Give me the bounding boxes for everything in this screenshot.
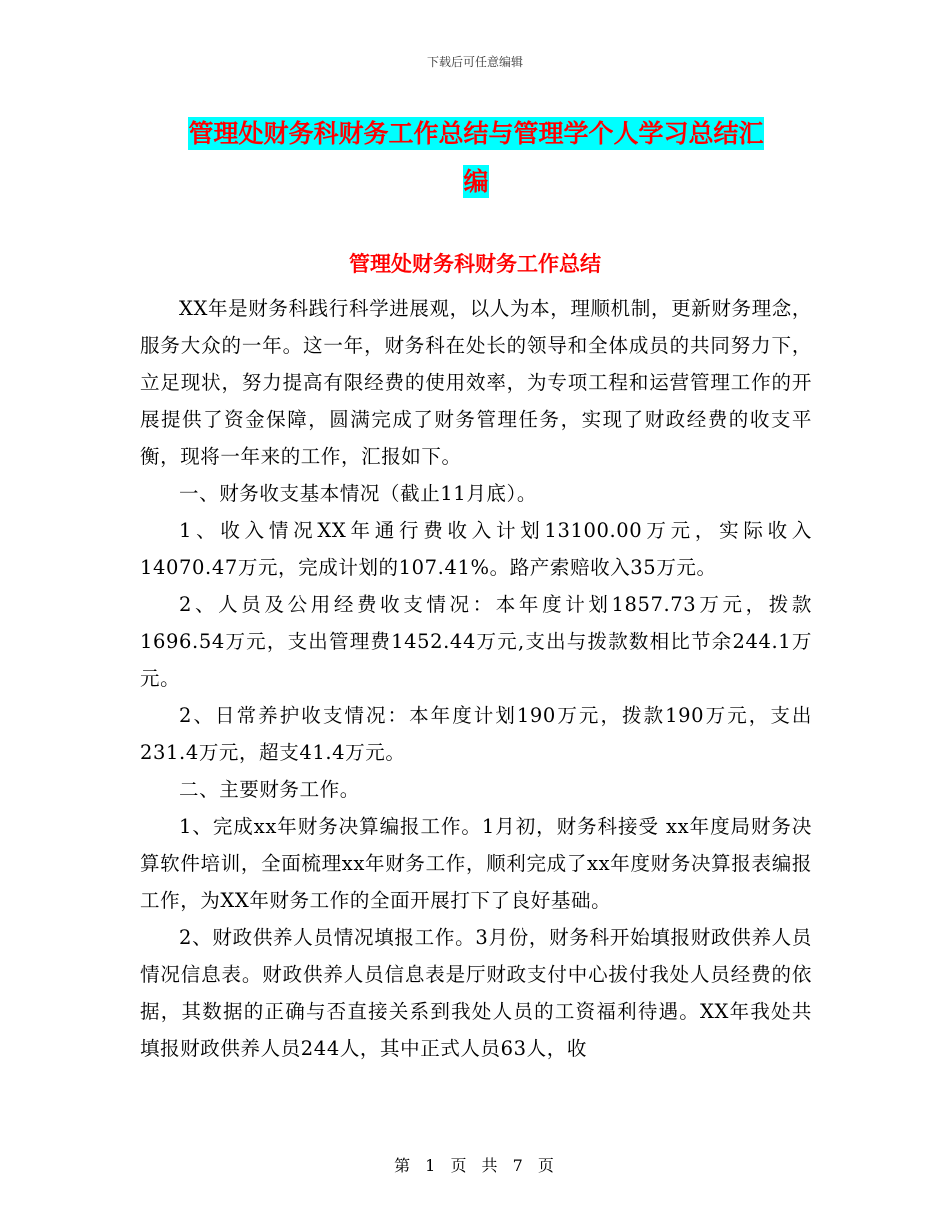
paragraph: 1、完成xx年财务决算编报工作。1月初，财务科接受 xx年度局财务决算软件培训，全面梳理xx年财务工作，顺利完成了xx年度财务决算报表编报工作，为XX年财务工作的全面开展打下了良好基础。 <box>140 815 812 912</box>
header-note: 下载后可任意编辑 <box>426 55 523 69</box>
paragraph: 一、财务收支基本情况（截止11月底）。 <box>179 482 537 505</box>
paragraph: 2、财政供养人员情况填报工作。3月份，财务科开始填报财政供养人员情况信息表。财政供养人员信息表是厅财政支付中心拔付我处人员经费的依据，其数据的正确与否直接关系到我处人员的工资福利待遇。XX年我处共填报财政供养人员244人，其中正式人员63人，收 <box>140 926 812 1060</box>
paragraph: 2、日常养护收支情况：本年度计划190万元，拨款190万元，支出231.4万元，超支41.4万元。 <box>140 704 812 764</box>
paragraph: 2、人员及公用经费收支情况：本年度计划1857.73万元，拨款1696.54万元，支出管理费1452.44万元,支出与拨款数相比节余244.1万元。 <box>140 593 812 690</box>
paragraph: XX年是财务科践行科学进展观，以人为本，理顺机制，更新财务理念，服务大众的一年。这一年，财务科在处长的领导和全体成员的共同努力下，立足现状，努力提高有限经费的使用效率，为专项工程和运营管理工作的开展提供了资金保障，圆满完成了财务管理任务，实现了财政经费的收支平衡，现将一年来的工作，汇报如下。 <box>140 297 812 468</box>
page-footer: 第 1 页 共 7 页 <box>394 1156 556 1175</box>
paragraph: 1、收入情况XX年通行费收入计划13100.00万元，实际收入14070.47万元，完成计划的107.41%。路产索赔收入35万元。 <box>140 519 812 579</box>
paragraph: 二、主要财务工作。 <box>179 778 360 801</box>
document-title-line1: 管理处财务科财务工作总结与管理学个人学习总结汇 <box>188 119 764 148</box>
document-title <box>140 110 812 206</box>
document-body <box>140 290 812 1067</box>
section-title: 管理处财务科财务工作总结 <box>349 252 601 276</box>
document-title-line2: 编 <box>463 167 489 196</box>
